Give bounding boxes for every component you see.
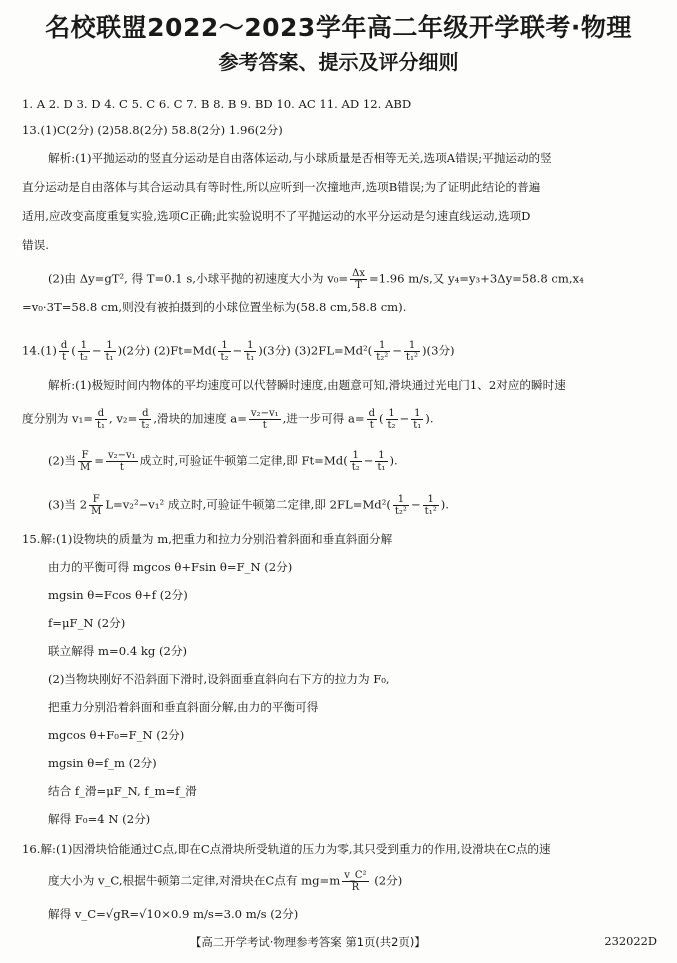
fraction (404, 340, 420, 363)
denominator: t₂² (394, 506, 407, 517)
solution-line: 结合 f_滑=μF_N, f_m=f_滑 (48, 784, 197, 798)
answer-line-16: 16.解:(1)因滑块恰能通过C点,即在C点滑块所受轨道的压力为零,其只受到重力的作用,设滑块在C点的速 (22, 842, 551, 856)
numerator: v₂−v₁ (108, 450, 136, 461)
solution-line: (2)当物块刚好不沿斜面下滑时,设斜面垂直斜向右下方的拉力为 F₀, (48, 672, 390, 686)
denominator: t₂ (79, 352, 88, 363)
numerator: F (89, 494, 103, 506)
numerator: F (78, 450, 92, 462)
document-subtitle: 参考答案、提示及评分细则 (218, 50, 459, 74)
solution-line: 解得 F₀=4 N (2分) (48, 812, 151, 826)
denominator: R (351, 882, 360, 893)
solution-line: 联立解得 m=0.4 kg (2分) (48, 644, 188, 658)
numerator: 1 (104, 340, 116, 352)
denominator: T (355, 280, 362, 291)
fraction (342, 870, 368, 893)
analysis-line: =v₀·3T=58.8 cm,则没有被拍摄到的小球位置坐标为(58.8 cm,58.8 cm). (22, 300, 407, 314)
numerator: 1 (411, 408, 423, 420)
numerator: Δx (352, 268, 366, 279)
denominator: t₂ (141, 420, 150, 431)
numerator: 1 (404, 340, 420, 352)
denominator: t (119, 462, 124, 473)
numerator: 1 (218, 340, 230, 352)
denominator: t (62, 352, 67, 363)
denominator: t₂ (351, 462, 360, 473)
text-run: ). (440, 497, 449, 512)
numerator: v₂−v₁ (250, 408, 279, 419)
denominator: t (262, 420, 267, 431)
denominator: t₂² (376, 352, 389, 363)
fraction (139, 408, 151, 431)
footer-doc-code: 232022D (604, 934, 657, 948)
text-run: ,进一步可得 a= (282, 411, 365, 426)
text-run: 成立时,可验证牛顿第二定律,即 Ft=Md( (139, 453, 348, 468)
answer-line-13: 13.(1)C(2分) (2)58.8(2分) 58.8(2分) 1.96(2分) (22, 123, 283, 137)
fraction (375, 450, 387, 473)
fraction (393, 494, 409, 517)
numerator: d (139, 408, 151, 420)
denominator: t (369, 420, 374, 431)
numerator: d (95, 408, 107, 420)
analysis-line: 解析:(1)平抛运动的竖直分运动是自由落体运动,与小球质量是否相等无关,选项A错误;平抛运动的竖 (48, 151, 552, 165)
fraction (249, 408, 281, 431)
fraction (95, 408, 107, 431)
text-run: (3)当 2 (48, 497, 88, 512)
denominator: t₂ (220, 352, 229, 363)
text-run: − (392, 343, 402, 358)
text-run: ( (378, 411, 384, 426)
footer-page-info: 【高二开学考试·物理参考答案 第1页(共2页)】 (190, 935, 426, 949)
numerator: 1 (386, 408, 398, 420)
text-run: ( (71, 343, 76, 358)
numerator: 1 (350, 450, 362, 462)
answer-line-15: 15.解:(1)设物块的质量为 m,把重力和拉力分别沿着斜面和垂直斜面分解 (22, 532, 393, 546)
numerator: 1 (375, 450, 387, 462)
text-run: =1.96 m/s,又 y₄=y₃+3Δy=58.8 cm,x₄ (369, 271, 584, 286)
solution-line: mgsin θ=Fcos θ+f (2分) (48, 588, 188, 602)
fraction (350, 450, 362, 473)
text-run: , v₂= (109, 411, 138, 426)
solution-line: 解得 v_C=√gR=√10×0.9 m/s=3.0 m/s (2分) (48, 907, 299, 921)
fraction (411, 408, 423, 431)
denominator: t₁ (96, 420, 106, 431)
analysis-line (48, 450, 398, 473)
denominator: t₁ (105, 352, 114, 363)
fraction (89, 494, 103, 517)
text-run: − (91, 343, 102, 358)
text-run: (2)当 (48, 453, 77, 468)
text-run: 度大小为 v_C,根据牛顿第二定律,对滑块在C点有 mg=m (48, 873, 341, 888)
numerator: 1 (423, 494, 439, 506)
fraction (78, 450, 92, 473)
denominator: t₂ (387, 420, 396, 431)
denominator: t₁² (424, 506, 437, 517)
analysis-line (48, 268, 584, 291)
fraction (244, 340, 256, 363)
fraction (374, 340, 390, 363)
numerator: 1 (374, 340, 390, 352)
text-run: = (94, 453, 104, 468)
text-run: )(3分) (3)2FL=Md²( (258, 343, 373, 358)
fraction (367, 408, 377, 431)
solution-line: 由力的平衡可得 mgcos θ+Fsin θ=F_N (2分) (48, 560, 293, 574)
solution-line: mgsin θ=f_m (2分) (48, 756, 157, 770)
text-run: )(3分) (422, 343, 455, 358)
denominator: M (80, 462, 91, 473)
numerator: 1 (393, 494, 409, 506)
denominator: t₁ (377, 462, 386, 473)
denominator: t₁ (413, 420, 422, 431)
answer-line-choice: 1. A 2. D 3. D 4. C 5. C 6. C 7. B 8. B 9. BD 10. AC 11. AD 12. ABD (22, 97, 412, 111)
text-run: (2分) (370, 873, 403, 888)
analysis-line: 解析:(1)极短时间内物体的平均速度可以代替瞬时速度,由题意可知,滑块通过光电门1、2对应的瞬时速 (48, 378, 566, 392)
numerator: d (60, 340, 68, 351)
numerator: 1 (78, 340, 90, 352)
text-run: − (399, 411, 410, 426)
text-run: − (232, 343, 243, 358)
text-run: ,滑块的加速度 a= (153, 411, 247, 426)
fraction (59, 340, 69, 363)
answer-line-14 (22, 340, 455, 363)
numerator: v_C² (344, 870, 367, 881)
solution-line: 把重力分别沿着斜面和垂直斜面分解,由力的平衡可得 (48, 700, 319, 714)
denominator: M (91, 506, 102, 517)
text-run: ). (425, 411, 434, 426)
text-run: 度分别为 v₁= (22, 411, 93, 426)
text-run: )(2分) (2)Ft=Md( (117, 343, 217, 358)
fraction (78, 340, 90, 363)
denominator: t₁² (405, 352, 419, 363)
fraction (386, 408, 398, 431)
fraction (104, 340, 116, 363)
text-run: 14.(1) (22, 343, 57, 358)
fraction (423, 494, 439, 517)
analysis-line: 适用,应改变高度重复实验,选项C正确;此实验说明不了平抛运动的水平分运动是匀速直线运动,选项D (22, 209, 531, 223)
numerator: d (368, 408, 375, 419)
text-run: L=v₂²−v₁² 成立时,可验证牛顿第二定律,即 2FL=Md²( (105, 497, 391, 512)
analysis-line: 错误. (22, 238, 49, 252)
solution-line: f=μF_N (2分) (48, 616, 126, 630)
analysis-line: 直分运动是自由落体与其合运动具有等时性,所以应听到一次撞地声,选项B错误;为了证明此结论的普遍 (22, 180, 541, 194)
solution-line: mgcos θ+F₀=F_N (2分) (48, 728, 185, 742)
text-run: ). (389, 453, 398, 468)
text-run: − (363, 453, 374, 468)
denominator: t₁ (246, 352, 255, 363)
fraction (106, 450, 138, 473)
numerator: 1 (244, 340, 256, 352)
document-title: 名校联盟2022～2023学年高二年级开学联考·物理 (45, 13, 632, 42)
analysis-line (22, 408, 434, 431)
text-run: − (410, 497, 421, 512)
fraction (350, 268, 367, 291)
analysis-line (48, 494, 449, 517)
fraction (218, 340, 230, 363)
solution-line (48, 870, 402, 893)
text-run: (2)由 Δy=gT², 得 T=0.1 s,小球平抛的初速度大小为 v₀= (48, 271, 349, 286)
